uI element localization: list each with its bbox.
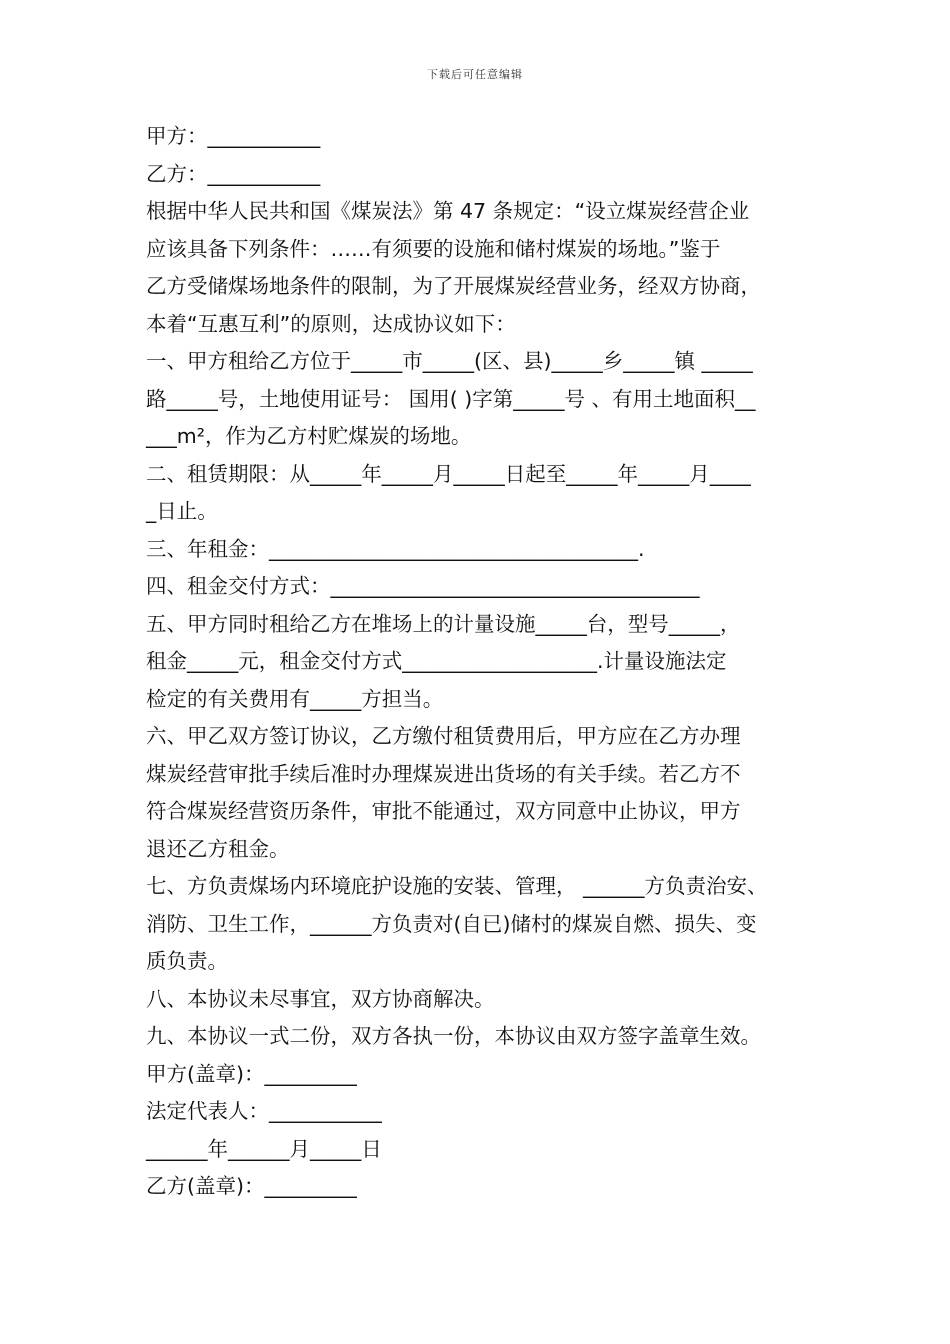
clause-5-line: 检定的有关费用有_____方担当。 [146,686,444,711]
party-b-seal-line: 乙方(盖章)：_________ [146,1174,357,1198]
clause-6-line: 煤炭经营审批手续后准时办理煤炭进出货场的有关手续。若乙方不 [146,761,741,786]
party-b-line: 乙方：___________ [146,161,321,186]
clause-3-line: 三、年租金：____________________________________. [146,536,645,561]
clause-5-line: 租金_____元，租金交付方式___________________.计量设施法定 [146,649,727,673]
clause-7-line: 质负责。 [146,949,228,973]
clause-6-line: 符合煤炭经营资历条件，审批不能通过，双方同意中止协议，甲方 [146,799,741,823]
party-a-seal-line: 甲方(盖章)：_________ [146,1061,357,1086]
clause-7-line: 消防、卫生工作，______方负责对(自已)储村的煤炭自燃、损失、变 [146,911,757,936]
legal-representative-line: 法定代表人：___________ [146,1099,382,1123]
clause-2-line: _日止。 [146,499,218,523]
party-a-line: 甲方：___________ [146,124,321,148]
date-line: ______年______月_____日 [146,1136,382,1161]
clause-5-line: 五、甲方同时租给乙方在堆场上的计量设施_____台，型号_____， [146,611,741,636]
preamble-line: 应该具备下列条件：……有须要的设施和储村煤炭的场地。”鉴于 [146,236,721,261]
clause-7-line: 七、方负责煤场内环境庇护设施的安装、管理， ______方负责治安、 [146,874,768,898]
clause-8-line: 八、本协议未尽事宜，双方协商解决。 [146,986,495,1011]
clause-6-line: 六、甲乙双方签订协议，乙方缴付租赁费用后，甲方应在乙方办理 [146,724,741,748]
document-body [146,118,846,1206]
clause-1-line: 路_____号，土地使用证号： 国用( )字第_____号 、有用土地面积__ [146,386,756,411]
preamble-line: 本着“互惠互利”的原则，达成协议如下： [146,311,516,336]
clause-1-line: 一、甲方租给乙方位于_____市_____(区、县)_____乡_____镇 _____ [146,349,753,373]
clause-2-line: 二、租赁期限：从_____年_____月_____日起至_____年_____月____ [146,461,751,486]
clause-4-line: 四、租金交付方式：____________________________________ [146,574,700,598]
header-note: 下载后可任意编辑 [427,68,523,81]
clause-6-line: 退还乙方租金。 [146,836,290,861]
clause-9-line: 九、本协议一式二份，双方各执一份，本协议由双方签字盖章生效。 [146,1024,761,1048]
clause-1-line: ___m²，作为乙方村贮煤炭的场地。 [146,424,472,448]
preamble-line: 根据中华人民共和国《煤炭法》第 47 条规定：“设立煤炭经营企业 [146,199,750,223]
preamble-line: 乙方受储煤场地条件的限制，为了开展煤炭经营业务，经双方协商， [146,274,761,298]
